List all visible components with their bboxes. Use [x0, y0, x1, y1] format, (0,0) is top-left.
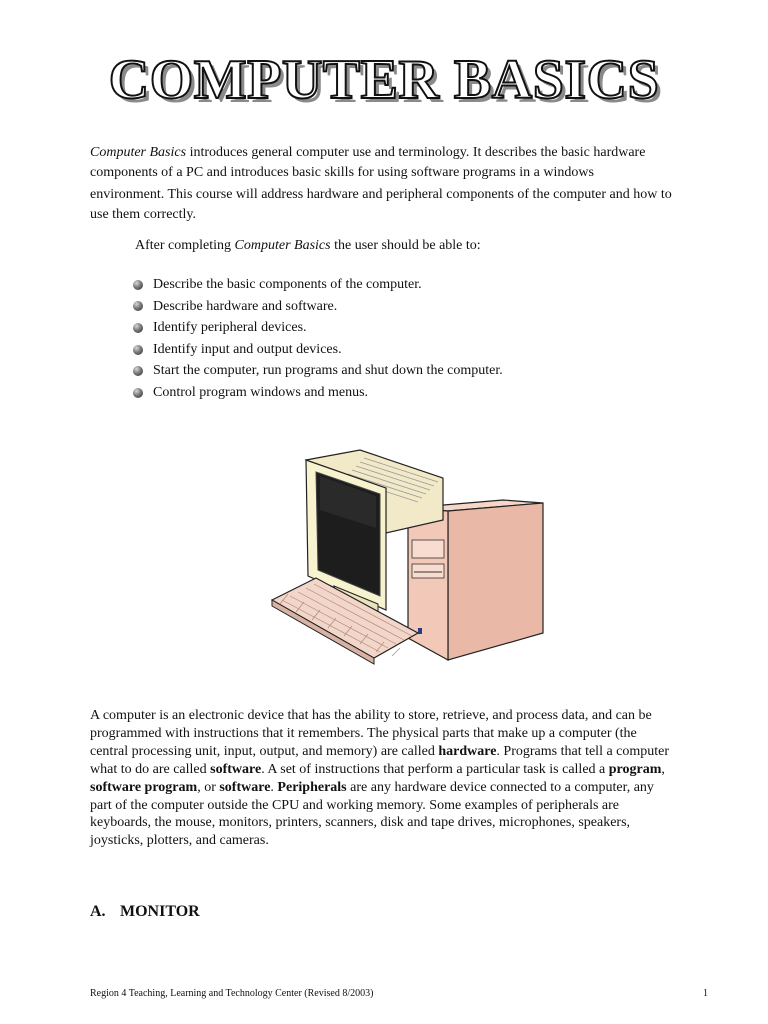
bullet-icon: [133, 388, 143, 398]
term-program: program: [608, 761, 662, 777]
term-software-program: software program: [90, 779, 198, 795]
intro-line-2: components of a PC and introduces basic skills for using software programs in a windows: [90, 164, 594, 180]
para-line: part of the computer outside the CPU and working memory. Some examples of peripherals are: [90, 797, 620, 813]
section-label: MONITOR: [120, 903, 200, 920]
list-item-text: Identify input and output devices.: [153, 341, 342, 357]
objectives-intro-pre: After completing: [135, 238, 235, 253]
para-text: what to do are called: [90, 761, 211, 777]
bullet-icon: [133, 323, 143, 333]
intro-paragraph: [90, 143, 720, 224]
objectives-course-name: Computer Basics: [234, 238, 331, 253]
tower-front: [408, 508, 448, 660]
para-text: are any hardware device connected to a computer, any: [346, 779, 654, 795]
course-name: Computer Basics: [90, 145, 187, 160]
drive-bay: [412, 564, 444, 578]
list-item-text: Start the computer, run programs and shut down the computer.: [153, 363, 503, 379]
para-text: ,: [661, 761, 665, 777]
list-item-text: Control program windows and menus.: [153, 384, 369, 400]
para-text: . Programs that tell a computer: [496, 743, 670, 759]
objectives-intro: [135, 238, 481, 254]
para-text: central processing unit, input, output, and memory) are called: [90, 743, 439, 759]
term-software: software: [210, 761, 262, 777]
footer-text: Region 4 Teaching, Learning and Technology Center (Revised 8/2003): [90, 988, 374, 999]
page-number: 1: [703, 988, 708, 999]
para-text: .: [270, 779, 278, 795]
list-item: [133, 339, 503, 361]
list-item-text: Describe the basic components of the computer.: [153, 277, 422, 292]
list-item-text: Identify peripheral devices.: [153, 320, 307, 336]
list-item: [133, 317, 503, 339]
para-text: , or: [197, 779, 220, 795]
bullet-icon: [133, 366, 143, 376]
list-item: [133, 382, 503, 404]
tower-side: [448, 503, 543, 660]
intro-text-1: introduces general computer use and terminology. It describes the basic hardware: [186, 145, 646, 160]
section-number: A.: [90, 903, 106, 920]
para-line: A computer is an electronic device that has the ability to store, retrieve, and process data, and can be: [90, 708, 652, 723]
para-line: [90, 761, 730, 779]
para-text: . A set of instructions that perform a particular task is called a: [261, 761, 609, 777]
para-line: [90, 779, 730, 797]
intro-line-1: [90, 143, 720, 163]
term-software: software: [219, 779, 271, 795]
term-peripherals: Peripherals: [277, 779, 347, 795]
computer-definition-paragraph: [90, 707, 730, 850]
objectives-list: [133, 274, 503, 404]
list-item: [133, 360, 503, 382]
bullet-icon: [133, 345, 143, 355]
page-title: COMPUTER BASICS: [108, 49, 660, 111]
para-line: joysticks, plotters, and cameras.: [90, 833, 269, 849]
objectives-intro-post: the user should be able to:: [330, 238, 481, 253]
drive-bay: [412, 540, 444, 558]
para-line: programmed with instructions that it remembers. The physical parts that make up a computer (the: [90, 725, 637, 741]
list-item: [133, 296, 503, 318]
bullet-icon: [133, 301, 143, 311]
term-hardware: hardware: [438, 743, 497, 759]
section-heading: [90, 903, 200, 921]
intro-line-4: use them correctly.: [90, 206, 196, 222]
intro-line-3: environment. This course will address hardware and peripheral components of the computer and how to: [90, 187, 672, 202]
desktop-computer-icon: [268, 448, 548, 673]
list-item: [133, 274, 503, 296]
bullet-icon: [133, 280, 143, 290]
para-line: [90, 743, 730, 761]
para-line: keyboards, the mouse, monitors, printers, scanners, disk and tape drives, microphones, speakers,: [90, 815, 631, 831]
list-item-text: Describe hardware and software.: [153, 298, 338, 314]
